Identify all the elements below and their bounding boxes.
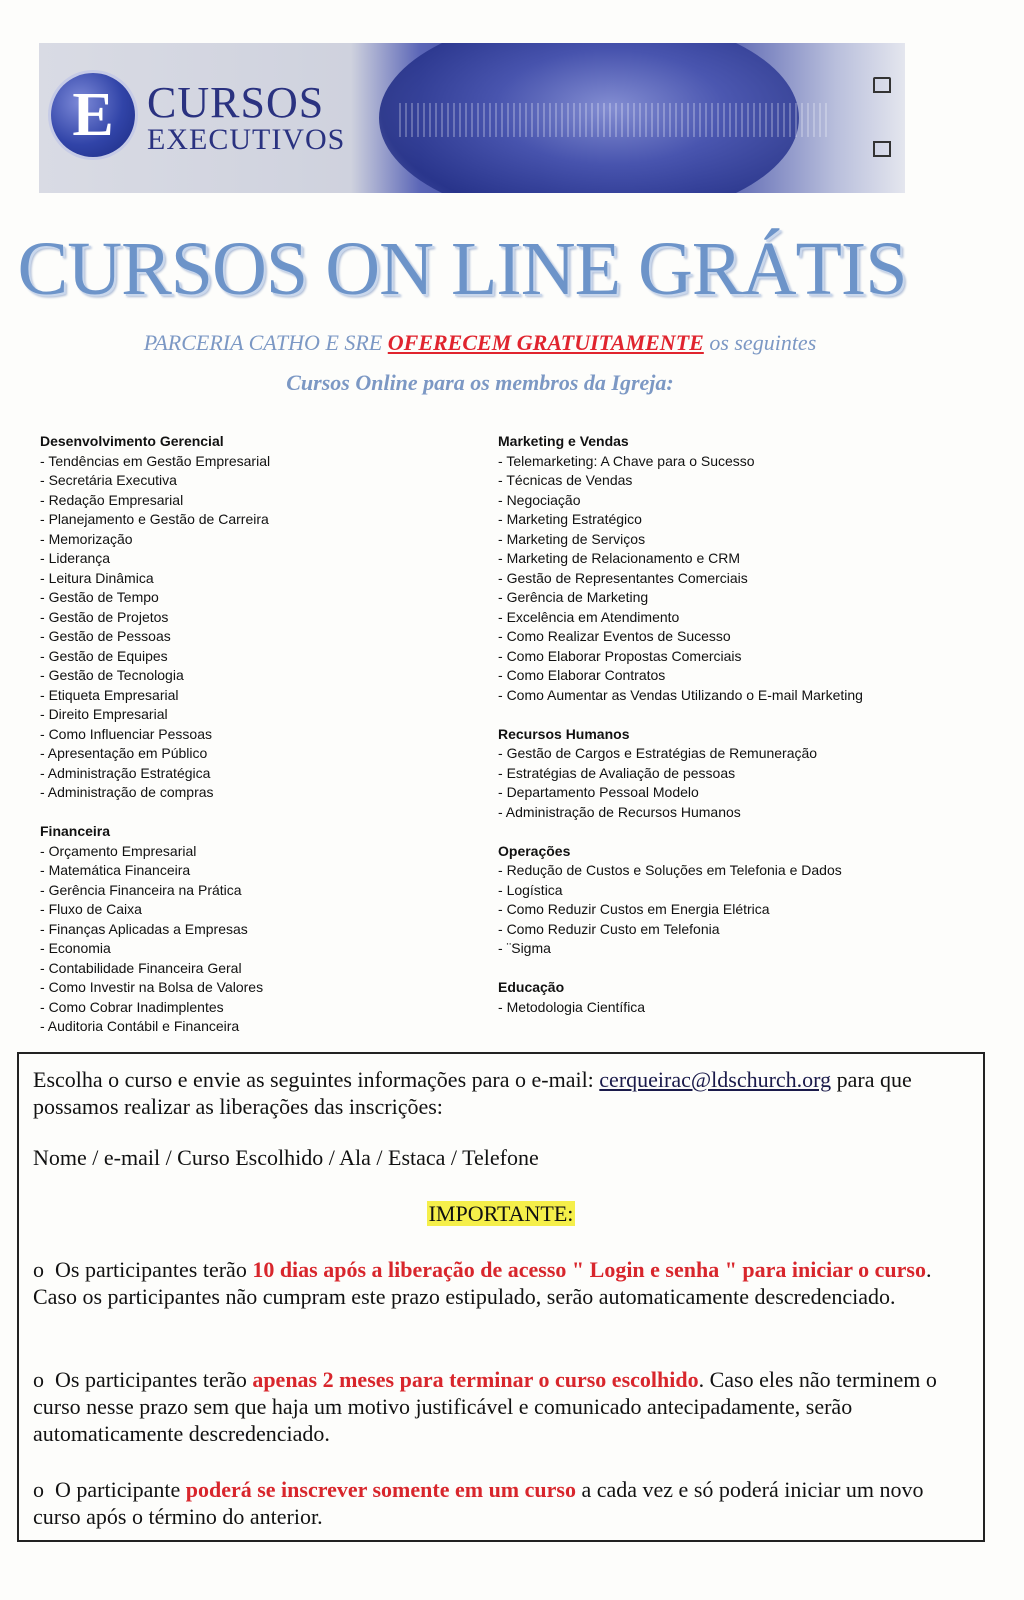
rule-3-highlight: poderá se inscrever somente em um curso: [185, 1477, 576, 1502]
brand-name-line2: EXECUTIVOS: [147, 123, 346, 156]
category-heading: Marketing e Vendas: [498, 433, 629, 449]
course-item: - Memorização: [40, 530, 480, 550]
course-item: - Logística: [498, 881, 958, 901]
course-item: - Auditoria Contábil e Financeira: [40, 1017, 480, 1037]
important-heading: [19, 1200, 983, 1227]
course-item: - Como Reduzir Custo em Telefonia: [498, 920, 958, 940]
rule-3: [33, 1476, 963, 1530]
course-category: [498, 725, 958, 823]
course-item: - Técnicas de Vendas: [498, 471, 958, 491]
course-item: - Gestão de Tempo: [40, 588, 480, 608]
course-item: - Direito Empresarial: [40, 705, 480, 725]
course-item: - Como Reduzir Custos em Energia Elétrica: [498, 900, 958, 920]
course-list: [498, 998, 958, 1018]
course-item: - Gestão de Equipes: [40, 647, 480, 667]
contact-email-link[interactable]: cerqueirac@ldschurch.org: [599, 1067, 832, 1092]
banner-stripes: [399, 103, 829, 137]
course-category: [498, 432, 958, 705]
course-item: - Metodologia Científica: [498, 998, 958, 1018]
course-list-right: [498, 432, 958, 1017]
subtitle-tail: os seguintes: [709, 330, 817, 355]
subtitle-partnership: PARCERIA CATHO E SRE: [143, 330, 383, 355]
subtitle-line2: Cursos Online para os membros da Igreja:: [286, 370, 674, 395]
subtitle-highlight: OFERECEM GRATUITAMENTE: [387, 330, 704, 355]
course-item: - Redação Empresarial: [40, 491, 480, 511]
course-item: - Economia: [40, 939, 480, 959]
course-list: [498, 452, 958, 706]
course-item: - Gestão de Cargos e Estratégias de Remuneração: [498, 744, 958, 764]
intro-text-end: para que possamos realizar as liberações das inscrições:: [33, 1067, 912, 1119]
course-item: - Excelência em Atendimento: [498, 608, 958, 628]
instructions-box: [17, 1052, 985, 1542]
course-item: - Como Elaborar Propostas Comerciais: [498, 647, 958, 667]
header-banner: [39, 43, 905, 193]
bullet-marker: o: [33, 1257, 44, 1282]
course-category: [40, 432, 480, 803]
course-item: - Como Investir na Bolsa de Valores: [40, 978, 480, 998]
course-item: - Redução de Custos e Soluções em Telefonia e Dados: [498, 861, 958, 881]
course-item: - Gerência Financeira na Prática: [40, 881, 480, 901]
course-item: - Secretária Executiva: [40, 471, 480, 491]
logo-letter: E: [72, 81, 114, 149]
page-title: CURSOS ON LINE GRÁTIS: [17, 227, 907, 311]
rule-2-text: Os participantes terão: [55, 1367, 247, 1392]
course-item: - Como Elaborar Contratos: [498, 666, 958, 686]
rule-1-text: Os participantes terão: [55, 1257, 247, 1282]
course-item: - Como Influenciar Pessoas: [40, 725, 480, 745]
category-heading: Educação: [498, 979, 565, 995]
course-list: [40, 842, 480, 1037]
course-item: - Liderança: [40, 549, 480, 569]
course-item: - Apresentação em Público: [40, 744, 480, 764]
rule-1-highlight: 10 dias após a liberação de acesso " Login e senha " para iniciar o curso: [252, 1257, 926, 1282]
course-item: - Estratégias de Avaliação de pessoas: [498, 764, 958, 784]
course-item: - Gestão de Tecnologia: [40, 666, 480, 686]
course-category: [40, 822, 480, 1037]
rule-2: [33, 1366, 963, 1447]
course-item: - Marketing Estratégico: [498, 510, 958, 530]
subtitle-line1: [40, 330, 920, 356]
intro-text: Escolha o curso e envie as seguintes informações para o e-mail:: [33, 1067, 594, 1092]
course-list: [498, 744, 958, 822]
rule-1: [33, 1256, 963, 1310]
category-heading: Operações: [498, 842, 571, 859]
course-item: - Matemática Financeira: [40, 861, 480, 881]
course-item: - Como Aumentar as Vendas Utilizando o E-mail Marketing: [498, 686, 958, 706]
course-item: - Gerência de Marketing: [498, 588, 958, 608]
course-item: - Departamento Pessoal Modelo: [498, 783, 958, 803]
course-list: [40, 452, 480, 803]
document-icon[interactable]: [873, 141, 891, 157]
course-item: - Administração Estratégica: [40, 764, 480, 784]
course-item: - ¨Sigma: [498, 939, 958, 959]
course-item: - Gestão de Representantes Comerciais: [498, 569, 958, 589]
rule-2-text-end: . Caso eles não terminem o curso nesse prazo sem que haja um motivo justificável e comunicado antecipadamente, serão automaticamente descredenciado.: [33, 1367, 937, 1446]
course-item: - Leitura Dinâmica: [40, 569, 480, 589]
rule-1-text-end: . Caso os participantes não cumpram este prazo estipulado, serão automaticamente descredenciado.: [33, 1257, 932, 1309]
category-heading: Recursos Humanos: [498, 725, 630, 742]
category-heading: Financeira: [40, 823, 111, 839]
important-label: IMPORTANTE:: [428, 1201, 574, 1226]
course-list: [498, 861, 958, 959]
course-category: [498, 978, 958, 1017]
course-item: - Contabilidade Financeira Geral: [40, 959, 480, 979]
course-item: - Fluxo de Caixa: [40, 900, 480, 920]
course-list-left: [40, 432, 480, 1037]
course-item: - Gestão de Pessoas: [40, 627, 480, 647]
course-item: - Finanças Aplicadas a Empresas: [40, 920, 480, 940]
course-item: - Telemarketing: A Chave para o Sucesso: [498, 452, 958, 472]
course-item: - Gestão de Projetos: [40, 608, 480, 628]
bullet-marker: o: [33, 1367, 44, 1392]
brand-name-line1: CURSOS: [147, 78, 325, 127]
course-item: - Marketing de Serviços: [498, 530, 958, 550]
course-item: - Etiqueta Empresarial: [40, 686, 480, 706]
course-item: - Administração de compras: [40, 783, 480, 803]
course-item: - Como Cobrar Inadimplentes: [40, 998, 480, 1018]
rule-2-highlight: apenas 2 meses para terminar o curso escolhido: [252, 1367, 699, 1392]
course-item: - Orçamento Empresarial: [40, 842, 480, 862]
rule-3-text-end: a cada vez e só poderá iniciar um novo curso após o término do anterior.: [33, 1477, 924, 1529]
course-item: - Negociação: [498, 491, 958, 511]
course-item: - Como Realizar Eventos de Sucesso: [498, 627, 958, 647]
rule-3-text: O participante: [55, 1477, 181, 1502]
course-item: - Marketing de Relacionamento e CRM: [498, 549, 958, 569]
course-item: - Tendências em Gestão Empresarial: [40, 452, 480, 472]
course-category: [498, 842, 958, 959]
bullet-marker: o: [33, 1477, 44, 1502]
course-item: - Planejamento e Gestão de Carreira: [40, 510, 480, 530]
brand-logo: [51, 73, 135, 157]
home-icon[interactable]: [873, 77, 891, 93]
instructions-intro: [33, 1066, 963, 1120]
category-heading: Desenvolvimento Gerencial: [40, 433, 224, 449]
required-fields: Nome / e-mail / Curso Escolhido / Ala / Estaca / Telefone: [33, 1145, 539, 1170]
course-item: - Administração de Recursos Humanos: [498, 803, 958, 823]
